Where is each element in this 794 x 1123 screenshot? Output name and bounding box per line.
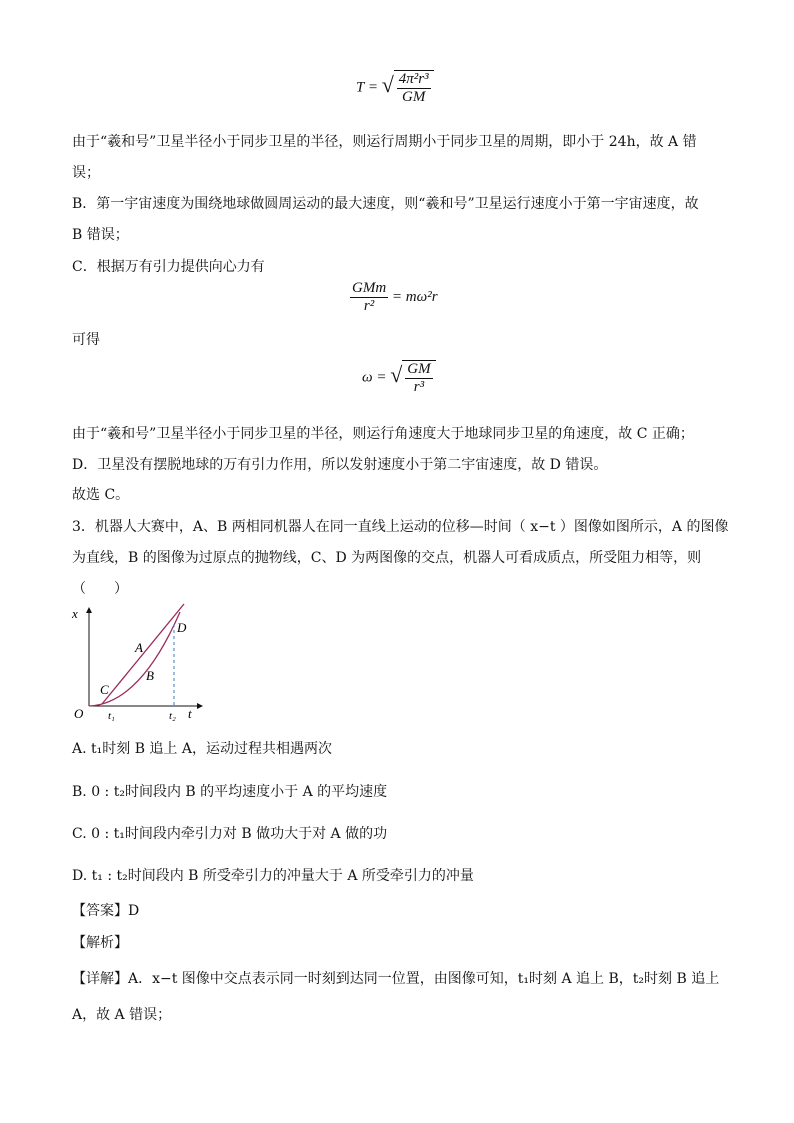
formula-gravity: $\frac{\text{GMm}}{\text{r²}}$ = mω²r: [352, 280, 438, 314]
text-line: （ ）: [72, 581, 128, 597]
answer: 【答案】D: [72, 903, 140, 919]
question-3: 3．机器人大赛中，A、B 两相同机器人在同一直线上运动的位移—时间（ x−t ）图像如图所示，A 的图像: [72, 519, 729, 535]
sqrt-symbol: √ $\frac{\text{4π²r³}}{GM}$: [382, 70, 434, 106]
text-line: C．根据万有引力提供向心力有: [72, 259, 265, 275]
option-a: A. t₁时刻 B 追上 A，运动过程共相遇两次: [72, 741, 332, 757]
svg-text:O: O: [74, 706, 84, 721]
svg-text:D: D: [177, 620, 187, 635]
text-line: 误；: [72, 165, 100, 181]
svg-text:t₂: t₂: [169, 710, 176, 722]
detail: A，故 A 错误；: [72, 1007, 172, 1023]
svg-text:B: B: [146, 668, 154, 683]
text-line: B 错误；: [72, 227, 129, 243]
svg-text:t₁: t₁: [108, 710, 115, 722]
text-line: 为直线，B 的图像为过原点的抛物线，C、D 为两图像的交点，机器人可看成质点，所受阻力相等，则: [72, 550, 702, 566]
option-d: D. t₁ : t₂时间段内 B 所受牵引力的冲量大于 A 所受牵引力的冲量: [72, 868, 474, 884]
text-line: 可得: [72, 332, 100, 348]
detail: 【详解】A．x−t 图像中交点表示同一时刻到达同一位置，由图像可知，t₁时刻 A 追上 B，t₂时刻 B 追上: [72, 971, 720, 987]
svg-text:x: x: [72, 606, 78, 621]
option-c: C. 0 : t₁时间段内牵引力对 B 做功大于对 A 做的功: [72, 826, 388, 842]
formula-period: T = √ $\frac{\text{4π²r³}}{GM}$: [356, 70, 434, 106]
analysis-heading: 【解析】: [72, 935, 128, 951]
line-A: [102, 604, 184, 704]
formula-omega: ω = √ $\frac{GM}{\text{r³}}$: [362, 360, 436, 396]
xt-graph: [70, 600, 210, 725]
svg-text:t: t: [188, 706, 192, 721]
text-line: 由于“羲和号”卫星半径小于同步卫星的半径，则运行周期小于同步卫星的周期，即小于 24h，故 A 错: [72, 134, 697, 150]
text-line: D．卫星没有摆脱地球的万有引力作用，所以发射速度小于第二宇宙速度，故 D 错误。: [72, 457, 608, 473]
option-b: B. 0 : t₂时间段内 B 的平均速度小于 A 的平均速度: [72, 784, 388, 800]
text-line: B．第一宇宙速度为围绕地球做圆周运动的最大速度，则“羲和号”卫星运行速度小于第一宇宙速度，故: [72, 196, 699, 212]
text-line: 由于“羲和号”卫星半径小于同步卫星的半径，则运行角速度大于地球同步卫星的角速度，故 C 正确；: [72, 426, 694, 442]
svg-text:A: A: [135, 640, 143, 655]
svg-text:C: C: [100, 682, 109, 697]
text-line: 故选 C。: [72, 487, 130, 503]
